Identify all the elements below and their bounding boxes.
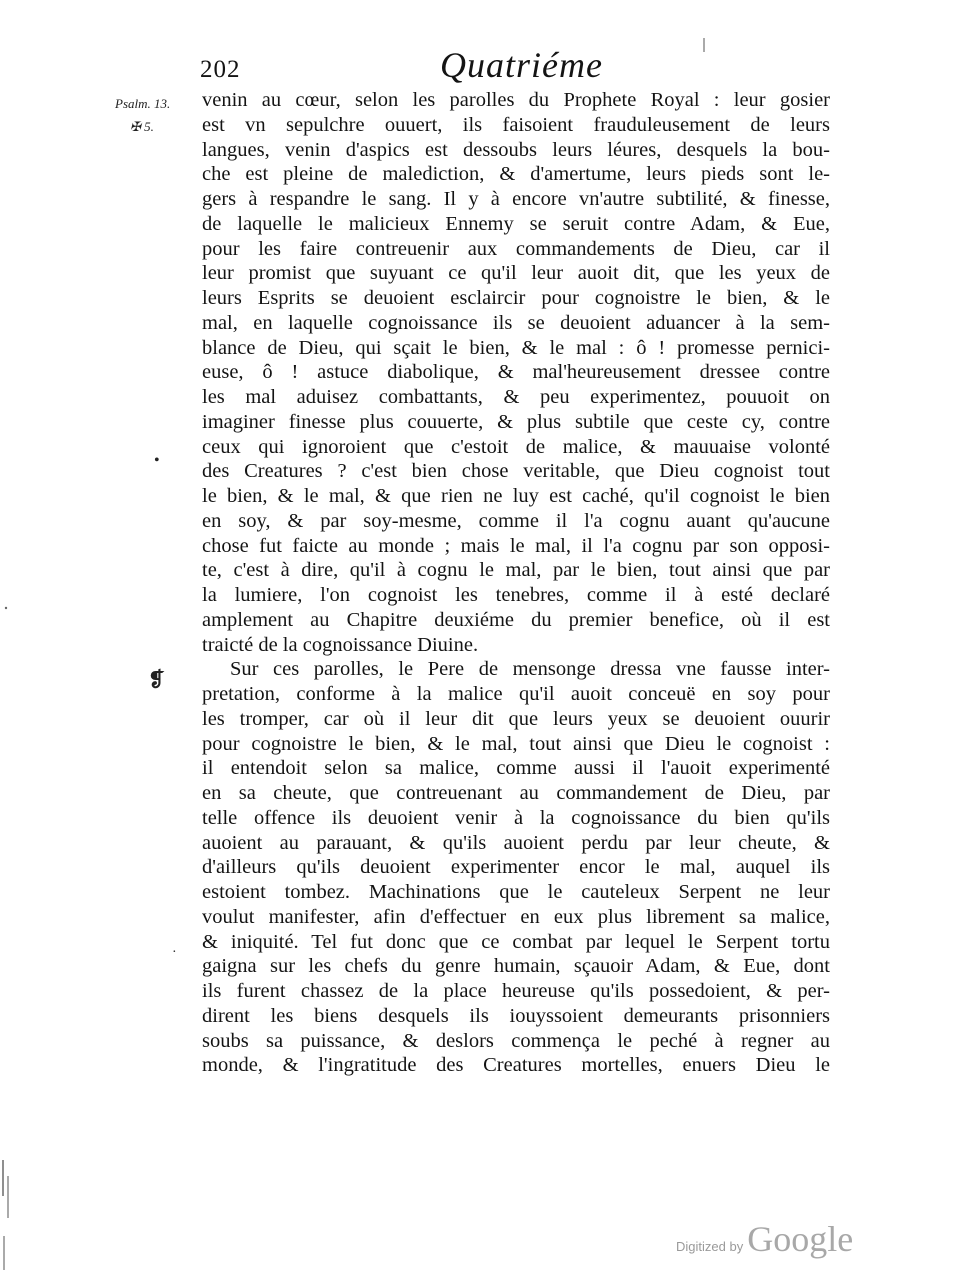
margin-note-verse: ✠ 5. <box>130 119 154 134</box>
text-line: pour les faire contreuenir aux commandements de Dieu, car il <box>202 237 830 260</box>
text-line: ceux qui ignoroient que c'estoit de malice, & mauuaise volonté <box>202 435 830 458</box>
text-line: en sa cheute, que contreuenant au commandement de Dieu, par <box>202 782 830 804</box>
text-line: imaginer finesse plus couuerte, & plus subtile que ceste cy, contre <box>202 410 830 433</box>
text-line: amplement au Chapitre deuxiéme du premier benefice, où il est <box>202 608 830 631</box>
text-line: leur promist que suyuant ce qu'il leur auoit dit, que les yeux de <box>202 262 830 285</box>
text-line: le bien, & le mal, & que rien ne luy est caché, qu'il cognoist le bien <box>202 485 830 507</box>
text-line: pretation, conforme à la malice qu'il auoit conceuë en soy pour <box>202 683 830 705</box>
text-line: euse, ô ! astuce diabolique, & mal'heureusement dressee contre <box>202 361 830 384</box>
paragraph-mark: ❡ <box>148 669 165 691</box>
text-line: de laquelle le malicieux Ennemy se seruit contre Adam, & Eue, <box>202 212 830 235</box>
text-line: d'ailleurs qu'ils deuoient experimenter encor le mal, auquel ils <box>202 856 830 879</box>
text-line: dirent les biens desquels ils iouyssoient demeurants prisonniers <box>202 1004 830 1027</box>
scan-speck <box>5 607 7 609</box>
text-line: il entendoit selon sa malice, comme aussi il l'auoit experimenté <box>202 757 830 780</box>
text-line: mal, en laquelle cognoissance ils se deuoient aduancer à la sem- <box>202 311 830 334</box>
page-number: 202 <box>200 56 241 83</box>
text-line: monde, & l'ingratitude des Creatures mortelles, enuers Dieu le <box>202 1054 830 1077</box>
digitized-label: Digitized by <box>676 1239 744 1254</box>
text-line: chose fut faicte au monde ; mais le mal, il l'a cognu par son opposi- <box>202 534 830 557</box>
text-line: gers à respandre le sang. Il y à encore vn'autre subtilité, & finesse, <box>202 188 830 210</box>
margin-mark: • <box>154 452 160 469</box>
text-line: blance de Dieu, qui sçait le bien, & le mal : ô ! promesse pernici- <box>202 336 830 359</box>
text-line: leurs Esprits se deuoient esclaircir pour cognoistre le bien, & le <box>202 287 830 309</box>
digitized-by-google-watermark <box>676 1218 853 1260</box>
text-line: des Creatures ? c'est bien chose veritable, que Dieu cognoist tout <box>202 460 830 483</box>
text-line: gaigna sur les chefs du genre humain, sçauoir Adam, & Eue, dont <box>202 955 830 978</box>
text-line: estoient tombez. Machinations que le cauteleux Serpent ne leur <box>202 881 830 903</box>
text-line: la lumiere, l'on cognoist les tenebres, comme il à esté declaré <box>202 584 830 606</box>
text-line: che est pleine de malediction, & d'amertume, leurs pieds sont le- <box>202 163 830 186</box>
running-title: Quatriéme <box>440 45 603 85</box>
text-line: & iniquité. Tel fut donc que ce combat par lequel le Serpent tortu <box>202 930 830 953</box>
margin-note-psalm-reference: Psalm. 13. <box>115 96 171 111</box>
text-line: auoient au parauant, & qu'ils auoient perdu par leur cheute, & <box>202 831 830 854</box>
text-line: venin au cœur, selon les parolles du Prophete Royal : leur gosier <box>202 89 830 111</box>
text-line-paragraph-end: traicté de la cognoissance Diuine. <box>202 633 479 656</box>
text-line: est vn sepulchre ouuert, ils faisoient frauduleusement de leurs <box>202 113 830 136</box>
text-line: ils furent chassez de la place heureuse qu'ils possedoient, & per- <box>202 980 830 1002</box>
text-line: les tromper, car où il leur dit que leurs yeux se deuoient ouurir <box>202 707 830 730</box>
text-line: voulut manifester, afin d'effectuer en eux plus librement sa malice, <box>202 905 830 928</box>
text-line-paragraph-start: Sur ces parolles, le Pere de mensonge dressa vne fausse inter- <box>230 658 830 681</box>
text-line: te, c'est à dire, qu'il à cognu le mal, par le bien, tout ainsi que par <box>202 559 830 582</box>
text-line: langues, venin d'aspics est dessoubs leurs léures, desquels la bou- <box>202 138 830 161</box>
text-line: soubs sa puissance, & deslors commença le peché à regner au <box>202 1029 830 1052</box>
text-line: telle offence ils deuoient venir à la cognoissance du bien qu'ils <box>202 806 830 829</box>
text-line: les mal aduisez combattants, & peu experimentez, pouuoit on <box>202 386 830 408</box>
text-line: pour cognoistre le bien, & le mal, tout ainsi que Dieu le cognoist : <box>202 732 830 755</box>
google-logo: Google <box>747 1219 854 1259</box>
text-line: en soy, & par soy-mesme, comme il l'a cognu auant qu'aucune <box>202 509 830 532</box>
margin-dot: · <box>172 945 177 960</box>
